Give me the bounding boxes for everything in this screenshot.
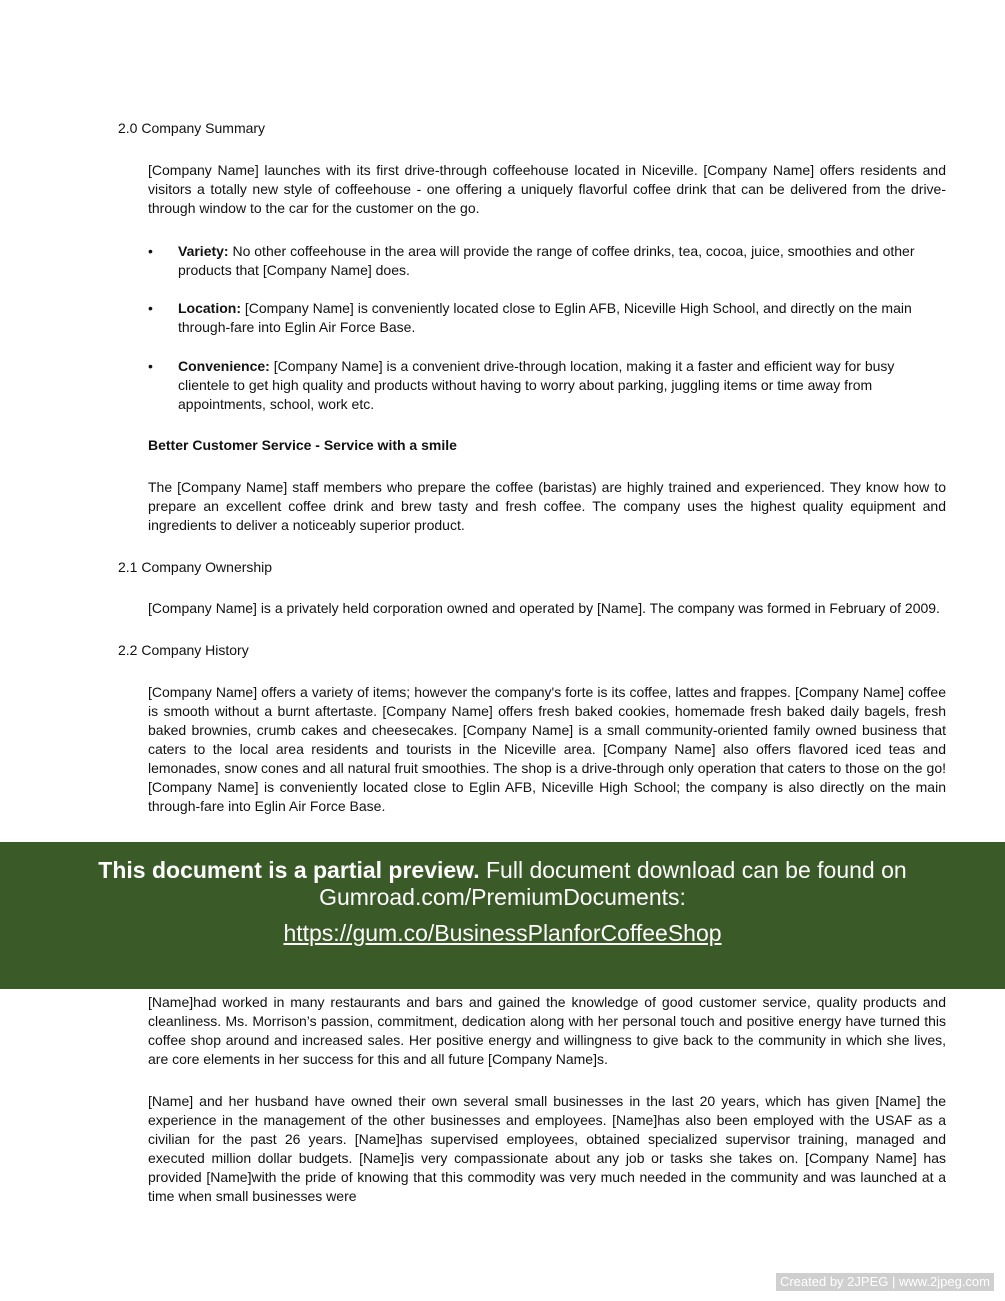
bullet-text: [Company Name] is a convenient drive-through location, making it a faster and efficient way for busy clientele to get high quality and products without having to worry about parking, juggling items or time away from appointments, school, work etc. <box>178 358 895 412</box>
customer-service-subheading: Better Customer Service - Service with a smile <box>148 437 457 453</box>
company-history-heading: 2.2 Company History <box>118 642 249 658</box>
history-paragraph: [Company Name] offers a variety of items; however the company's forte is its coffee, lattes and frappes. [Company Name] coffee is smooth without a burnt aftertaste. [Company Name] offers fresh baked cookies, homemade fresh baked daily bagels, fresh baked brownies, crumb cakes and cheesecakes. [Company Name] is a small community-oriented family owned business that caters to the local area residents and tourists in the Niceville area. [Company Name] also offers flavored iced teas and lemonades, snow cones and all natural fruit smoothies. The shop is a drive-through only operation that caters to those on the go! [Company Name] is conveniently located close to Eglin AFB, Niceville High School; the company is also directly on the main through-fare into Eglin Air Force Base. <box>148 684 946 814</box>
bullet-text: No other coffeehouse in the area will provide the range of coffee drinks, tea, cocoa, juice, smoothies and other products that [Company Name] does. <box>178 243 915 278</box>
bullet-label: Convenience: <box>178 358 270 374</box>
banner-bold-text: This document is a partial preview. <box>98 857 480 883</box>
bullet-dot-icon: • <box>148 300 153 316</box>
ownership-paragraph: [Company Name] is a privately held corporation owned and operated by [Name]. The company was formed in February of 2009. <box>148 600 940 616</box>
preview-banner <box>0 842 1005 989</box>
bullet-location <box>148 299 946 337</box>
history-final-paragraph: [Name] and her husband have owned their own several small businesses in the last 20 years, which has given [Name] the experience in the management of the other businesses and employees. [Name]has also been employed with the USAF as a civilian for the past 26 years. [Name]has supervised employees, obtained specialized supervisor training, managed and executed million dollar budgets. [Name]is very compassionate about any job or tasks she takes on. [Company Name] has provided [Name]with the pride of knowing that this commodity was very much needed in the community and was launched at a time when small businesses were <box>148 1093 946 1204</box>
download-link[interactable]: https://gum.co/BusinessPlanforCoffeeShop <box>283 920 722 946</box>
bullet-text: [Company Name] is conveniently located close to Eglin AFB, Niceville High School, and directly on the main through-fare into Eglin Air Force Base. <box>178 300 912 335</box>
bullet-convenience <box>148 357 946 414</box>
banner-message <box>0 857 1005 884</box>
bullet-variety <box>148 242 946 280</box>
bullet-label: Location: <box>178 300 241 316</box>
watermark-label: Created by 2JPEG | www.2jpeg.com <box>776 1273 994 1291</box>
bullet-dot-icon: • <box>148 358 153 374</box>
bullet-label: Variety: <box>178 243 229 259</box>
summary-intro-paragraph: [Company Name] launches with its first drive-through coffeehouse located in Niceville. [Company Name] offers residents and visitors a totally new style of coffeehouse - one offering a uniquely flavorful coffee drink that can be delivered from the drive-through window to the car for the customer on the go. <box>148 162 946 216</box>
company-summary-heading: 2.0 Company Summary <box>118 120 266 136</box>
history-partial-paragraph: [Name]had worked in many restaurants and bars and gained the knowledge of good customer service, quality products and cleanliness. Ms. Morrison’s passion, commitment, dedication along with her personal touch and positive energy have turned this coffee shop around and increased sales. Her positive energy and willingness to give back to the community in which she lives, are core elements in her success for this and all future [Company Name]s. <box>148 994 946 1067</box>
customer-service-paragraph: The [Company Name] staff members who prepare the coffee (baristas) are highly trained and experienced. They know how to prepare an excellent coffee drink and brew tasty and fresh coffee. The company uses the highest quality equipment and ingredients to deliver a noticeably superior product. <box>148 479 946 533</box>
banner-message-line2: Gumroad.com/PremiumDocuments: <box>319 884 686 910</box>
banner-text: Full document download can be found on <box>479 857 907 883</box>
company-ownership-heading: 2.1 Company Ownership <box>118 559 273 575</box>
bullet-dot-icon: • <box>148 243 153 259</box>
